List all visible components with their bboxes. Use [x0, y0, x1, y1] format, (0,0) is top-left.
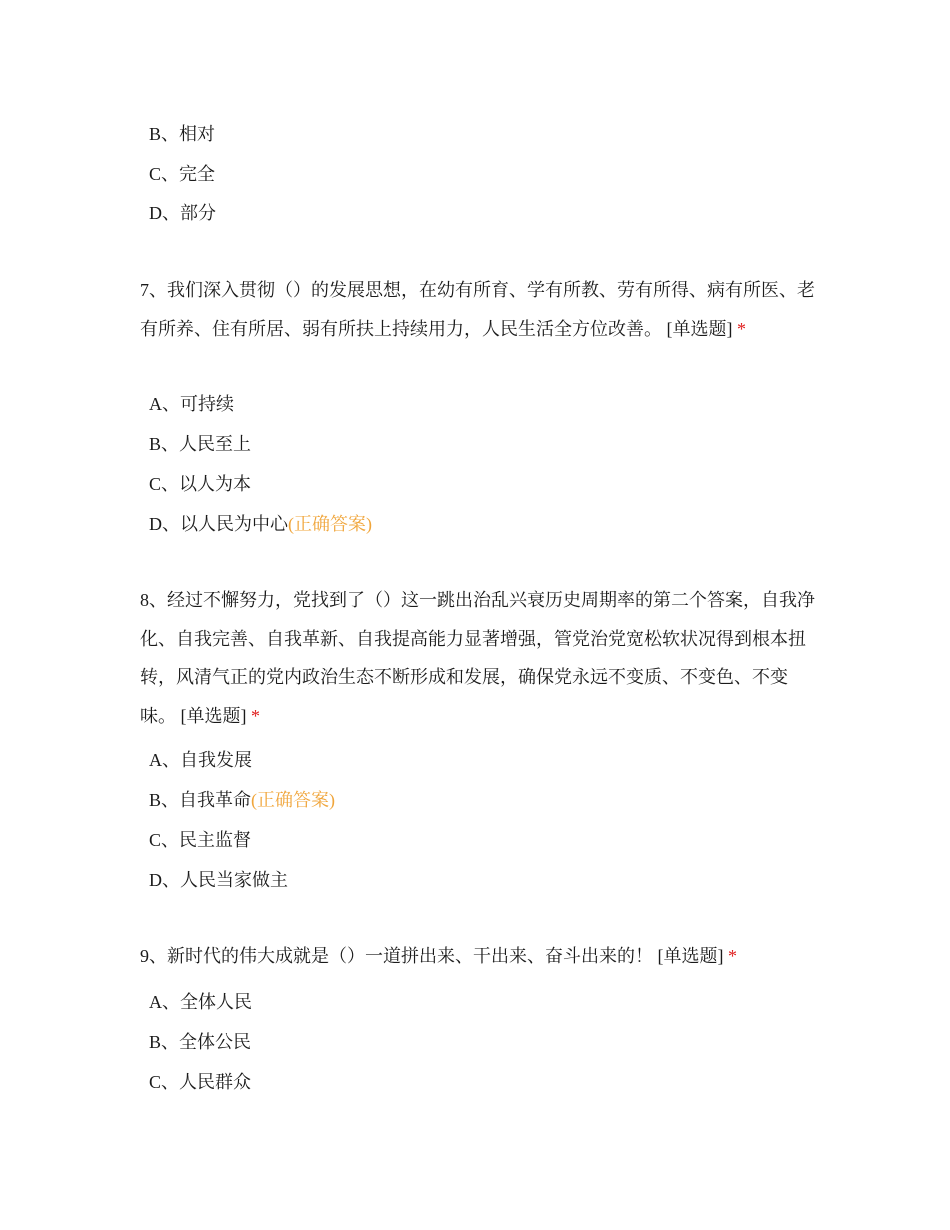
option-label: B、人民至上	[149, 434, 252, 454]
option-label: A、可持续	[149, 394, 234, 414]
q8-question-text	[140, 581, 820, 735]
option-label: D、部分	[149, 203, 216, 223]
question-type-tag: [单选题]	[666, 318, 733, 339]
question-type-tag: [单选题]	[180, 705, 247, 726]
option-label: C、人民群众	[149, 1072, 252, 1092]
question-type-tag: [单选题]	[657, 946, 724, 966]
q9-option-a[interactable]	[149, 990, 252, 1014]
option-label: D、以人民为中心	[149, 514, 288, 534]
q7-option-a[interactable]	[149, 392, 234, 416]
correct-answer-tag: (正确答案)	[288, 514, 372, 534]
option-label: D、人民当家做主	[149, 870, 288, 890]
q6-option-c[interactable]	[149, 162, 215, 186]
q6-option-d[interactable]	[149, 201, 216, 225]
question-text: 8、经过不懈努力，党找到了（）这一跳出治乱兴衰历史周期率的第二个答案，自我净化、自我完善、自我革新、自我提高能力显著增强，管党治党宽松软状况得到根本扭转，风清气正的党内政治生态不断形成和发展，确保党永远不变质、不变色、不变味。	[140, 590, 815, 726]
q8-option-d[interactable]	[149, 868, 288, 892]
option-label: B、自我革命	[149, 790, 252, 810]
required-mark: *	[728, 946, 737, 966]
option-label: C、完全	[149, 164, 216, 184]
q8-option-b[interactable]	[149, 788, 335, 812]
question-text: 7、我们深入贯彻（）的发展思想，在幼有所育、学有所教、劳有所得、病有所医、老有所养、住有所居、弱有所扶上持续用力，人民生活全方位改善。	[140, 280, 815, 339]
q7-option-b[interactable]	[149, 432, 251, 456]
q8-option-a[interactable]	[149, 748, 252, 772]
option-label: A、全体人民	[149, 992, 252, 1012]
q7-question-text	[140, 271, 820, 348]
q9-question-text	[140, 937, 820, 976]
q8-option-c[interactable]	[149, 828, 251, 852]
option-label: C、以人为本	[149, 474, 252, 494]
option-label: B、全体公民	[149, 1032, 252, 1052]
q9-option-c[interactable]	[149, 1070, 251, 1094]
question-text: 9、新时代的伟大成就是（）一道拼出来、干出来、奋斗出来的！	[140, 946, 653, 966]
option-label: A、自我发展	[149, 750, 252, 770]
option-label: C、民主监督	[149, 830, 252, 850]
correct-answer-tag: (正确答案)	[251, 790, 336, 810]
q7-option-c[interactable]	[149, 472, 251, 496]
q9-option-b[interactable]	[149, 1030, 251, 1054]
required-mark: *	[737, 318, 746, 339]
required-mark: *	[251, 705, 260, 726]
option-label: B、相对	[149, 124, 216, 144]
q7-option-d[interactable]	[149, 512, 372, 536]
q6-option-b[interactable]	[149, 122, 215, 146]
